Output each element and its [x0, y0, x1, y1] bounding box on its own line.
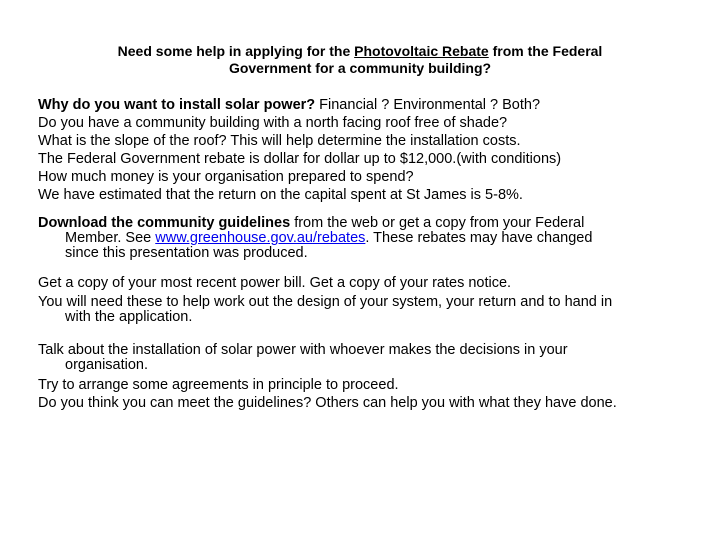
rebates-link[interactable]: www.greenhouse.gov.au/rebates	[155, 230, 366, 246]
title-line-1	[60, 43, 660, 60]
question-why-solar	[38, 96, 698, 114]
title-text-2: from the Federal	[488, 43, 603, 59]
question-why-solar-bold: Why do you want to install solar power?	[38, 97, 316, 113]
page-title	[60, 43, 660, 77]
question-budget: How much money is your organisation prepared to spend?	[38, 169, 414, 185]
guidelines-since-text: since this presentation was produced.	[65, 245, 308, 261]
guidelines-bold: Download the community guidelines	[38, 215, 291, 231]
documents-line: Get a copy of your most recent power bill. Get a copy of your rates notice.	[38, 275, 512, 291]
guidelines-question: Do you think you can meet the guidelines? Others can help you with what they have done.	[38, 395, 617, 411]
question-why-solar-options: Financial ? Environmental ? Both?	[315, 97, 541, 113]
return-estimate: We have estimated that the return on the capital spent at St James is 5-8%.	[38, 187, 523, 203]
documents-purpose-text: You will need these to help work out the design of your system, your return and to hand in	[38, 294, 613, 310]
title-underlined-term: Photovoltaic Rebate	[354, 43, 489, 59]
documents-purpose-cont: with the application.	[65, 309, 193, 325]
decision-text-cont: organisation.	[65, 357, 149, 373]
guidelines-text: from the web or get a copy from your Federal	[290, 215, 585, 231]
guidelines-paragraph	[38, 216, 698, 261]
decision-block	[38, 343, 698, 412]
documents-purpose	[38, 295, 698, 325]
guidelines-change-text: . These rebates may have changed	[365, 230, 593, 246]
questions-block	[38, 96, 698, 204]
title-text-1: Need some help in applying for the	[117, 43, 355, 59]
documents-block	[38, 274, 698, 325]
decision-text: Talk about the installation of solar power with whoever makes the decisions in your	[38, 342, 568, 358]
title-line-2: Government for a community building?	[228, 60, 492, 76]
guidelines-member-text: Member. See	[65, 230, 156, 246]
question-roof-slope: What is the slope of the roof? This will help determine the installation costs.	[38, 133, 521, 149]
decision-paragraph	[38, 343, 698, 373]
slide-body	[38, 96, 698, 412]
question-north-roof: Do you have a community building with a north facing roof free of shade?	[38, 115, 508, 131]
agreements-line: Try to arrange some agreements in principle to proceed.	[38, 377, 399, 393]
rebate-statement: The Federal Government rebate is dollar for dollar up to $12,000.(with conditions)	[38, 151, 562, 167]
